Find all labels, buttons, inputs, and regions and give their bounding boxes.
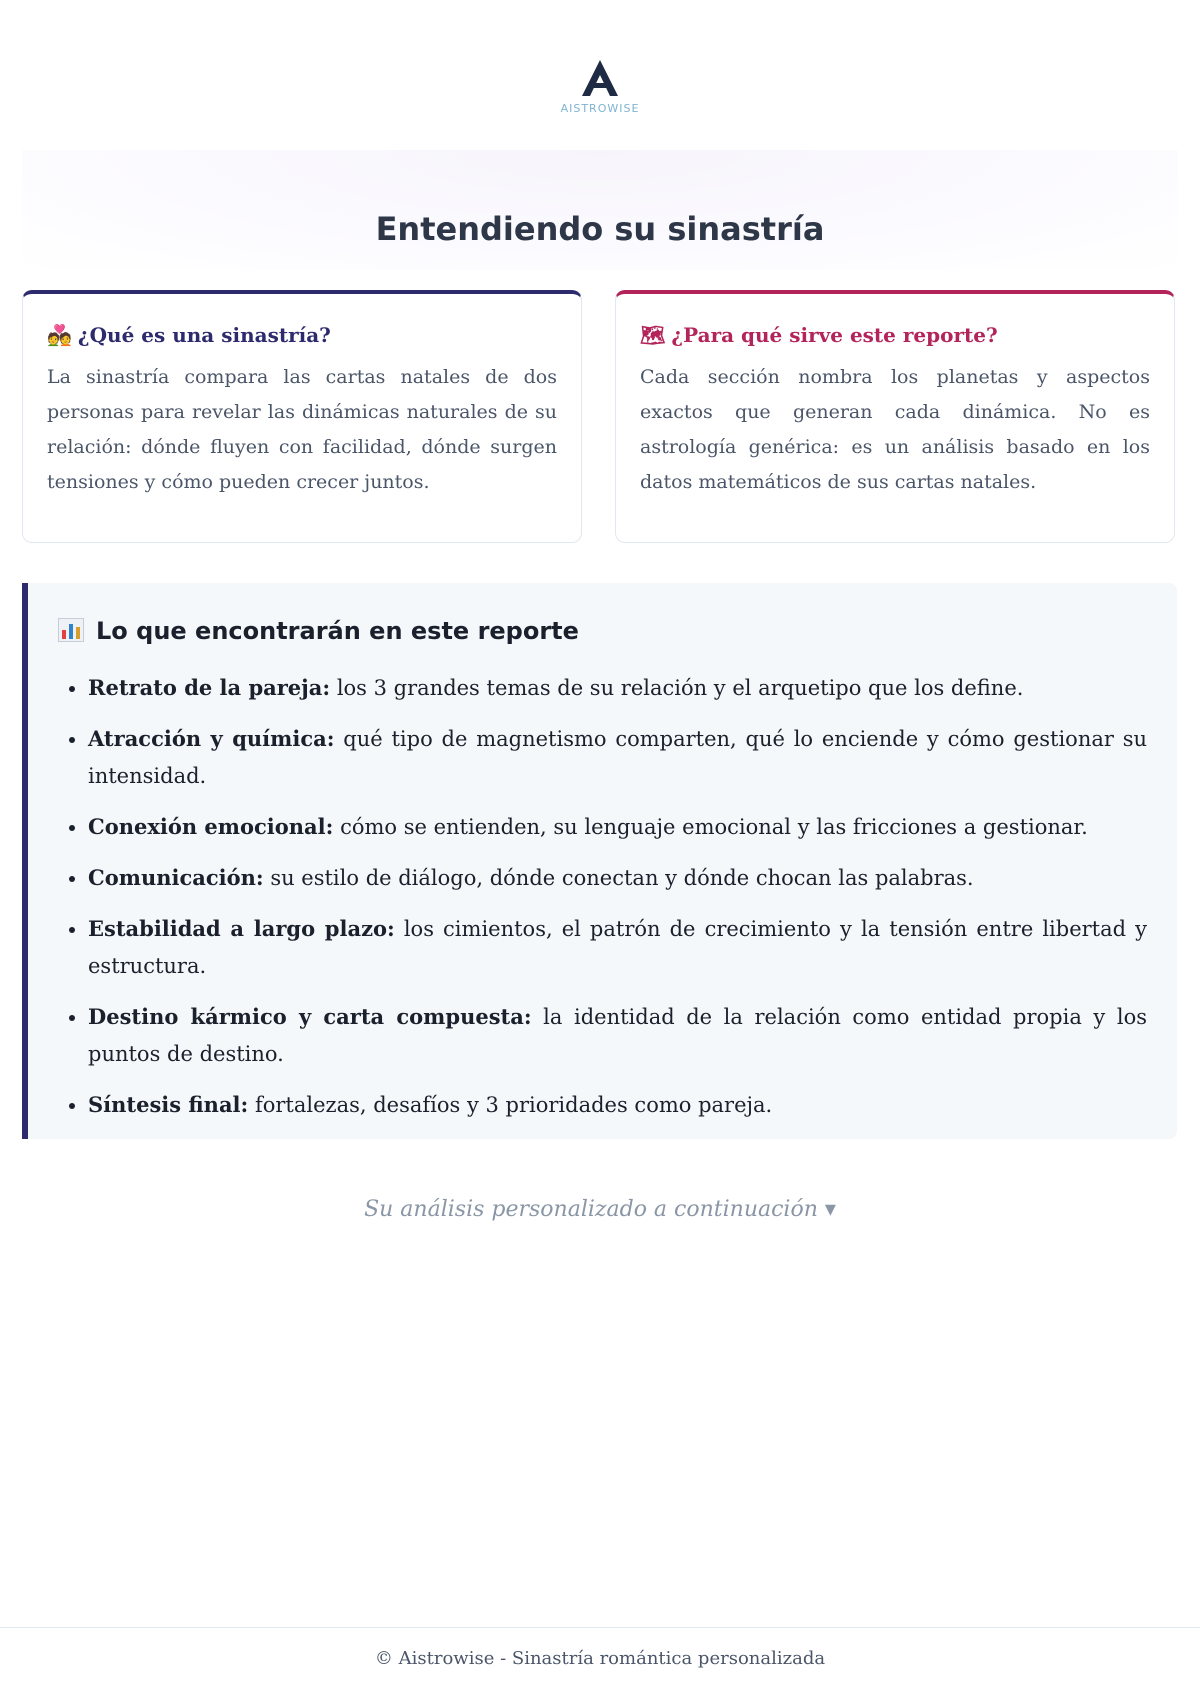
card-report-purpose: [615, 290, 1175, 543]
item-label: Conexión emocional:: [88, 814, 334, 839]
item-text: los cimientos, el patrón de crecimiento y la tensión entre libertad y estructura.: [88, 917, 1147, 978]
item-label: Retrato de la pareja:: [88, 675, 331, 700]
list-item: [88, 1086, 1147, 1124]
list-item: [88, 720, 1147, 795]
couple-heart-icon: 💑: [47, 323, 72, 347]
item-text: cómo se entienden, su lenguaje emocional y las fricciones a gestionar.: [333, 815, 1088, 839]
bar-chart-icon: [58, 618, 84, 642]
continue-hint: Su análisis personalizado a continuación ▾: [364, 1197, 836, 1222]
item-label: Estabilidad a largo plazo:: [88, 916, 395, 941]
page-footer: © Aistrowise - Sinastría romántica personalizada: [0, 1627, 1200, 1669]
item-text: la identidad de la relación como entidad propia y los puntos de destino.: [88, 1005, 1147, 1066]
report-contents-section: [22, 583, 1177, 1139]
card-body: La sinastría compara las cartas natales de dos personas para revelar las dinámicas naturales de su relación: dónde fluyen con facilidad, dónde surgen tensiones y cómo pueden crecer juntos.: [47, 366, 557, 493]
list-item: [88, 669, 1147, 707]
item-label: Atracción y química:: [88, 726, 335, 751]
map-icon: 🗺: [640, 323, 666, 347]
aistrowise-logo-icon: [578, 58, 622, 98]
list-item: [88, 859, 1147, 897]
page-title: Entendiendo su sinastría: [375, 210, 825, 248]
feature-list: [58, 669, 1147, 1124]
section-heading-text: Lo que encontrarán en este reporte: [96, 617, 579, 645]
card-heading-text: ¿Para qué sirve este reporte?: [671, 323, 998, 347]
card-heading-text: ¿Qué es una sinastría?: [77, 323, 331, 347]
card-heading: [47, 322, 557, 348]
item-label: Síntesis final:: [88, 1092, 249, 1117]
item-text: su estilo de diálogo, dónde conectan y dónde chocan las palabras.: [263, 866, 974, 890]
item-label: Comunicación:: [88, 865, 264, 890]
section-heading: [58, 617, 1147, 645]
brand-name: AISTROWISE: [560, 102, 640, 115]
brand-logo: [0, 58, 1200, 115]
list-item: [88, 808, 1147, 846]
item-text: los 3 grandes temas de su relación y el arquetipo que los define.: [330, 676, 1024, 700]
card-heading: [640, 322, 1150, 348]
list-item: [88, 910, 1147, 985]
item-label: Destino kármico y carta compuesta:: [88, 1004, 532, 1029]
card-body: Cada sección nombra los planetas y aspectos exactos que generan cada dinámica. No es astrología genérica: es un análisis basado en los datos matemáticos de sus cartas natales.: [640, 366, 1150, 493]
card-what-is-synastry: [22, 290, 582, 543]
item-text: fortalezas, desafíos y 3 prioridades como pareja.: [248, 1093, 773, 1117]
list-item: [88, 998, 1147, 1073]
item-text: qué tipo de magnetismo comparten, qué lo enciende y cómo gestionar su intensidad.: [88, 727, 1148, 788]
